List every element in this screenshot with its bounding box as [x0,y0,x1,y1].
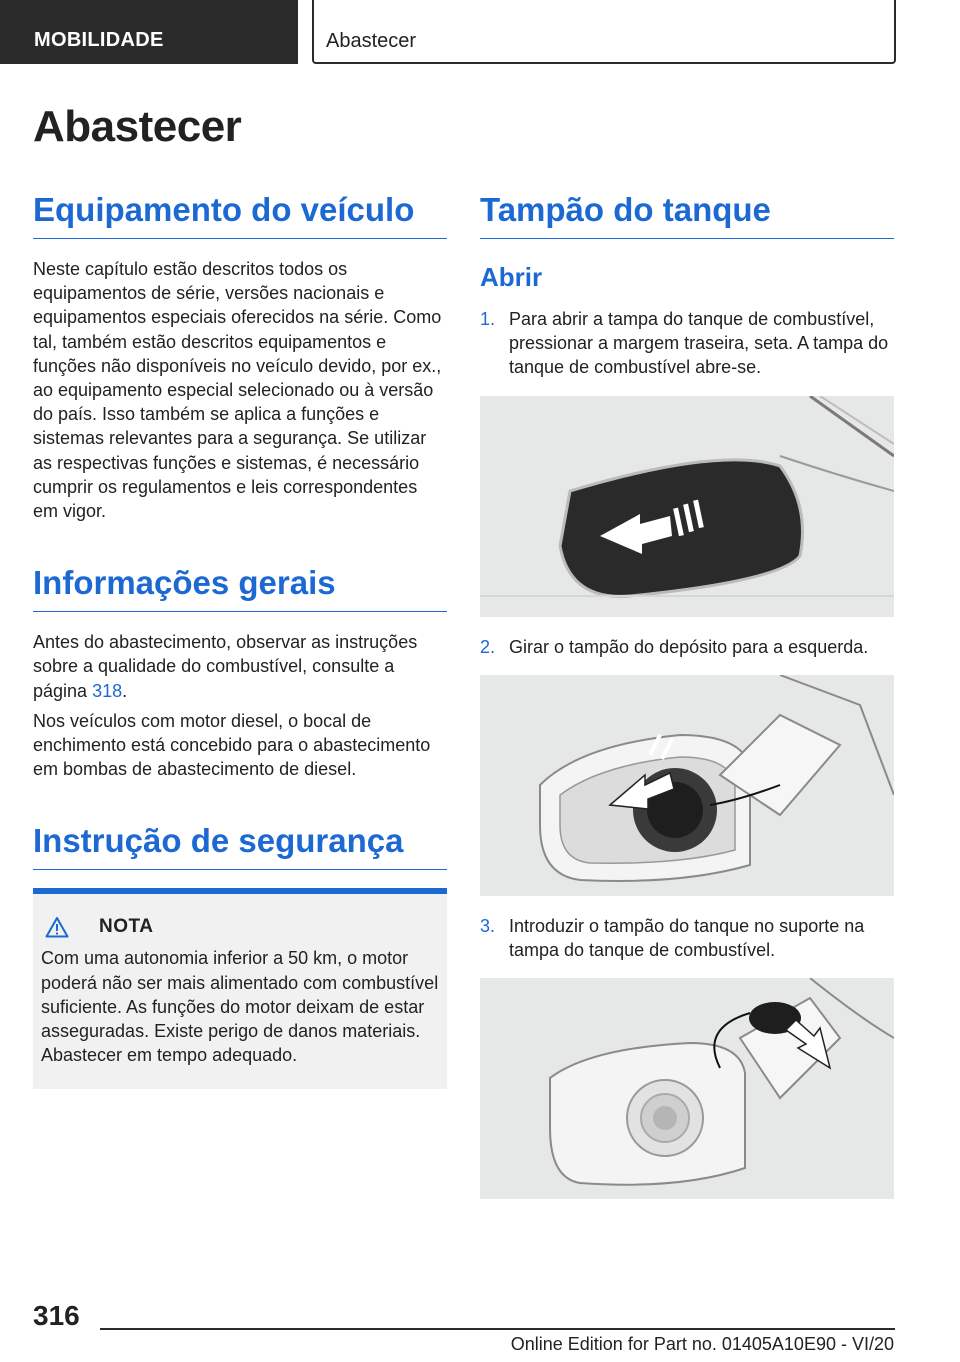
footer-rule [100,1328,895,1330]
fuel-cap-turn-illustration [480,675,894,896]
step-1-text: Para abrir a tampa do tanque de combustível, pressionar a margem traseira, seta. A tampa do tanque de combustível abre-se. [509,309,889,378]
step-2-number: 2. [480,636,496,657]
section-label: MOBILIDADE [34,29,164,51]
step-1 [480,307,894,380]
chapter-tab [312,0,896,64]
general-text-1-start: Antes do abastecimento, observar as instruções sobre a qualidade do combustível, consulte a página [33,632,418,701]
notice-header [45,916,439,938]
heading-equipment: Equipamento do veículo [33,190,447,239]
equipment-text: Neste capítulo estão descritos todos os equipamentos de série, versões nacionais e equipamentos especiais oferecidos na série. Como tal, também estão descritos equipamentos e funções não disponíveis no veículo devido, por ex., ao equipamento especial selecionado ou à versão do país. Isso também se aplica a funções e sistemas relevantes para a segurança. Se utilizar as respectivas funções e sistemas, é necessário cumprir os regulamentos e leis correspondentes em vigor. [33,259,442,522]
step-3 [480,914,894,962]
step-2 [480,635,894,659]
chapter-label: Abastecer [326,30,417,52]
step-2-text: Girar o tampão do depósito para a esquerda. [509,636,869,657]
step-3-text: Introduzir o tampão do tanque no suporte na tampa do tanque de combustível. [509,915,865,961]
heading-safety: Instrução de segurança [33,821,447,870]
heading-general-info: Informações gerais [33,563,447,612]
general-text-2: Nos veículos com motor diesel, o bocal de enchimento está concebido para o abastecimento em bombas de abastecimento de diesel. [33,710,431,780]
warning-triangle-icon [45,916,69,938]
step-1-number: 1. [480,309,496,329]
heading-fuel-cap: Tampão do tanque [480,190,894,239]
notice-title: NOTA [99,916,154,938]
left-column [33,190,447,1089]
right-column [480,190,894,1217]
subheading-open: Abrir [480,262,543,292]
page-link-318[interactable]: 318 [92,680,123,701]
edition-note: Online Edition for Part no. 01405A10E90 - VI/20 [510,1334,894,1354]
page-title: Abastecer [33,102,242,151]
general-text-1 [33,630,447,703]
fuel-flap-press-illustration [480,396,894,617]
general-text-1-end: . [122,680,128,701]
fuel-cap-holder-illustration [480,978,894,1199]
section-tab [0,0,298,64]
page-number: 316 [33,1300,80,1331]
step-3-number: 3. [480,915,496,936]
notice-box [33,888,447,1089]
notice-text: Com uma autonomia inferior a 50 km, o motor poderá não ser mais alimentado com combustível suficiente. As funções do motor deixam de estar asseguradas. Existe perigo de danos materiais. Abastecer em tempo adequado. [41,948,439,1066]
